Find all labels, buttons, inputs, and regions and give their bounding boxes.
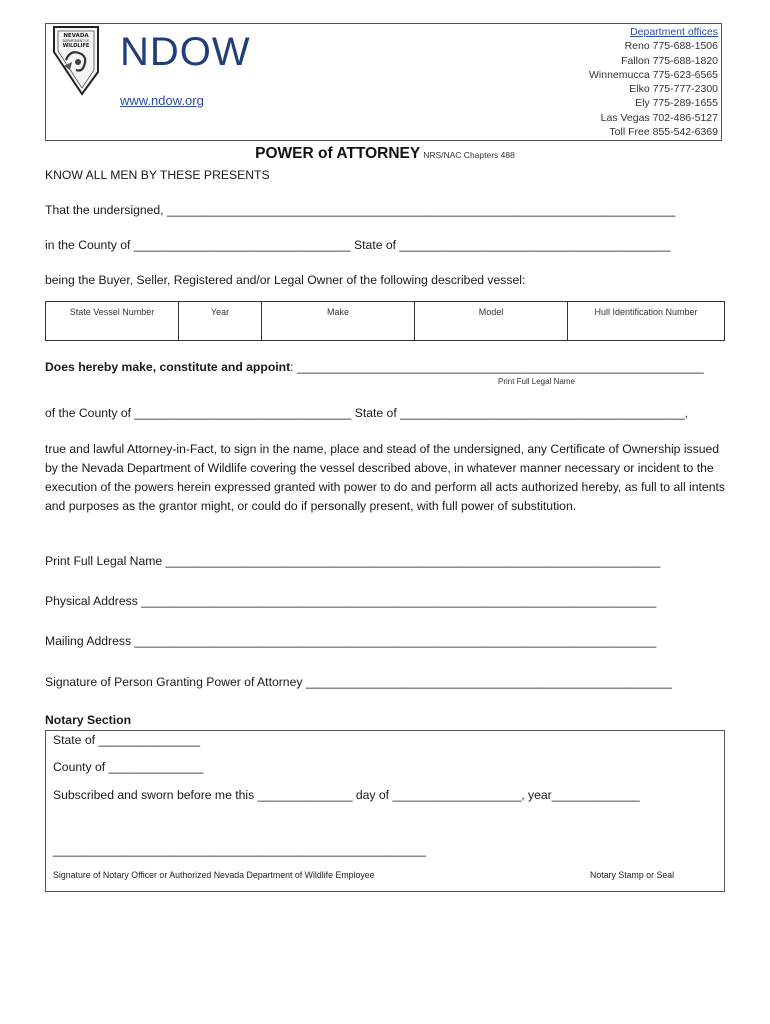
office-ely: Ely 775-289-1655 [635,97,718,110]
notary-heading: Notary Section [45,713,132,727]
svg-text:WILDLIFE: WILDLIFE [62,43,90,49]
hull-id-cell[interactable]: Hull Identification Number [568,302,725,341]
vessel-make-cell[interactable]: Make [262,302,415,341]
notary-signature-line[interactable]: _______________________________________________________ [53,843,426,857]
owner-statement: being the Buyer, Seller, Registered and/or Legal Owner of the following described vessel: [45,273,526,287]
print-name-field[interactable]: Print Full Legal Name _________________________________________________________________________ [45,554,661,568]
nevada-wildlife-logo [52,26,104,96]
agency-name: NDOW [120,30,251,74]
office-winnemucca: Winnemucca 775-623-6565 [589,68,718,81]
offices-title[interactable]: Department offices [630,26,718,38]
office-las-vegas: Las Vegas 702-486-5127 [600,111,718,124]
notary-stamp-caption: Notary Stamp or Seal [590,870,675,880]
signature-field[interactable]: Signature of Person Granting Power of Attorney ______________________________________________________ [45,675,672,689]
form-title-block [0,145,770,163]
appoint-field[interactable]: : ____________________________________________________________ [290,360,704,374]
county-state-field-1[interactable]: in the County of ________________________________ State of ________________________________________ [45,238,671,252]
svg-text:DEPARTMENT OF: DEPARTMENT OF [62,39,90,43]
website-link[interactable]: www.ndow.org [120,93,204,108]
vessel-number-cell[interactable]: State Vessel Number [46,302,179,341]
office-toll-free: Toll Free 855-542-6369 [609,126,718,139]
form-title: POWER of ATTORNEY [255,145,421,162]
department-offices [589,25,718,139]
intro-text: KNOW ALL MEN BY THESE PRESENTS [45,168,270,182]
authority-paragraph: true and lawful Attorney-in-Fact, to sign in the name, place and stead of the undersigned, any Certificate of Ownership issued by the Nevada Department of Wildlife covering the vessel described above, in whatever manner necessary or incident to the execution of the powers herein expressed granted with power to do and perform all acts authorized hereby, as full to all intents and purposes as the grantor might, or could do if personally present, with full power of substitution. [45,442,725,513]
appoint-row[interactable] [45,360,704,374]
form-subtitle: NRS/NAC Chapters 488 [423,150,515,160]
county-state-field-2[interactable]: of the County of ________________________________ State of __________________________________________, [45,406,689,420]
print-full-legal-name-caption: Print Full Legal Name [498,377,575,386]
vessel-model-cell[interactable]: Model [415,302,568,341]
undersigned-field[interactable]: That the undersigned, ___________________________________________________________________________ [45,203,676,217]
physical-address-field[interactable]: Physical Address ____________________________________________________________________________ [45,594,657,608]
notary-section-box [45,730,725,892]
office-fallon: Fallon 775-688-1820 [621,54,718,67]
svg-text:NEVADA: NEVADA [63,33,89,39]
office-elko: Elko 775-777-2300 [629,83,718,96]
vessel-year-cell[interactable]: Year [179,302,262,341]
notary-county-field[interactable]: County of ______________ [53,760,204,774]
vessel-row [46,302,725,341]
office-reno: Reno 775-688-1506 [624,40,718,53]
mailing-address-field[interactable]: Mailing Address _____________________________________________________________________________ [45,634,657,648]
notary-state-field[interactable]: State of _______________ [53,733,201,747]
notary-signature-caption: Signature of Notary Officer or Authorized Nevada Department of Wildlife Employee [53,870,375,880]
appoint-label: Does hereby make, constitute and appoint [45,360,291,374]
vessel-table [45,301,725,341]
notary-subscribed-field[interactable]: Subscribed and sworn before me this ______________ day of ___________________, year_____________ [53,788,640,802]
